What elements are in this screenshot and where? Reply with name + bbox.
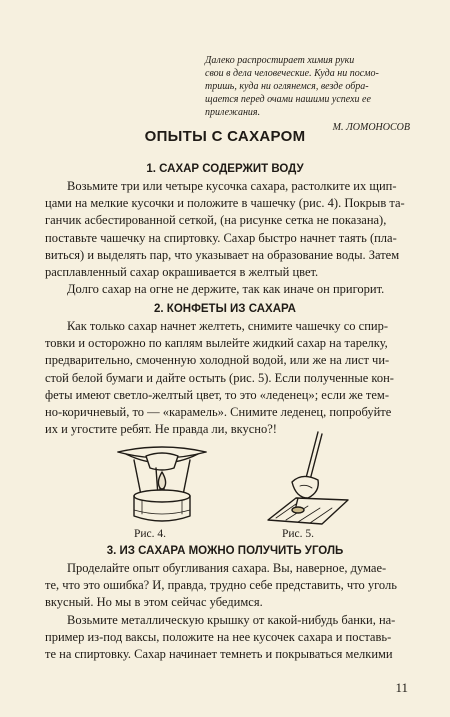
section-2-heading: 2. КОНФЕТЫ ИЗ САХАРА	[154, 303, 296, 315]
section-3-text	[45, 560, 410, 663]
text-line: цами на мелкие кусочки и положите в чашечку (рис. 4). Покрыв та-	[45, 196, 405, 211]
section-1-heading: 1. САХАР СОДЕРЖИТ ВОДУ	[146, 163, 304, 175]
text-line: феты имеют светло-желтый цвет, то это «леденец»; если же тем-	[45, 387, 389, 402]
text-line: те на спиртовку. Сахар начинает темнеть и покрываться мелкими	[45, 646, 393, 661]
text-line: вкусный. Но мы в этом сейчас убедимся.	[45, 595, 263, 610]
text-line: расплавленный сахар окрашивается в желтый цвет.	[45, 264, 319, 279]
epigraph-author: М. ЛОМОНОСОВ	[332, 122, 410, 133]
figure-5-pouring-sugar	[262, 428, 352, 528]
text-line: ганчик асбестированной сеткой, (на рисунке сетка не показана),	[45, 213, 387, 228]
text-line: их и угостите ребят. Не правда ли, вкусно?!	[45, 422, 277, 437]
text-line: стой белой бумаги и дайте остыть (рис. 5). Если полученные кон-	[45, 370, 394, 385]
text-line: поставьте чашечку на спиртовку. Сахар быстро начнет таять (пла-	[45, 230, 397, 245]
text-line: Проделайте опыт обугливания сахара. Вы, наверное, думае-	[67, 561, 387, 575]
text-line: пример из-под ваксы, положите на нее кусочек сахара и поставь-	[45, 629, 392, 644]
epigraph-line: тришь, куда ни оглянемся, везде обра-	[205, 81, 369, 92]
text-line: Возьмите металлическую крышку от какой-нибудь банки, на-	[67, 612, 396, 627]
figure-4-spirit-lamp	[112, 438, 212, 526]
text-line: товки и осторожно по каплям вылейте жидкий сахар на тарелку,	[45, 336, 388, 351]
text-line: виться) и выделять пар, что указывает на образование воды. Затем	[45, 247, 400, 262]
section-3-heading: 3. ИЗ САХАРА МОЖНО ПОЛУЧИТЬ УГОЛЬ	[106, 545, 344, 557]
figure-5-caption: Рис. 5.	[282, 528, 315, 540]
chapter-title: ОПЫТЫ С САХАРОМ	[144, 128, 306, 145]
text-line: но-коричневый, то — «карамель». Снимите леденец, попробуйте	[45, 404, 392, 419]
epigraph-line: Далеко распростирает химия руки	[205, 55, 355, 66]
epigraph-line: свои в дела человеческие. Куда ни посмо-	[205, 68, 379, 79]
figure-4-caption: Рис. 4.	[134, 528, 167, 540]
epigraph	[205, 54, 410, 134]
text-line: те, что это ошибка? И, правда, трудно себе представить, что уголь	[45, 578, 397, 593]
text-line: Как только сахар начнет желтеть, снимите чашечку со спир-	[67, 319, 389, 333]
section-1-text	[45, 178, 410, 298]
epigraph-line: щается перед очами нашими успехи ее	[205, 94, 371, 105]
section-2-text	[45, 318, 410, 438]
text-line: Долго сахар на огне не держите, так как иначе он пригорит.	[67, 282, 385, 297]
epigraph-line: прилежания.	[205, 107, 261, 118]
text-line: Возьмите три или четыре кусочка сахара, растолките их щип-	[67, 179, 397, 193]
text-line: предварительно, смоченную холодной водой, или же на лист чи-	[45, 353, 390, 368]
page-number: 11	[395, 680, 408, 695]
